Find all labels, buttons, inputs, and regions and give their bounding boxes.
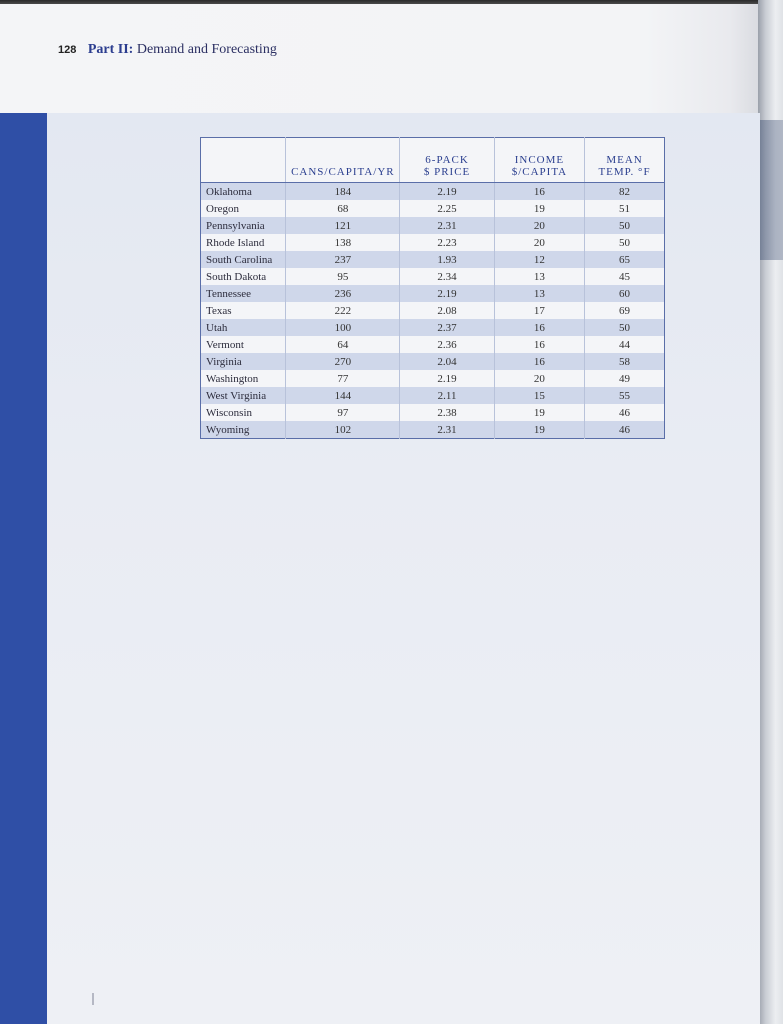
cell-temp: 82 bbox=[585, 183, 665, 201]
column-header-income bbox=[494, 138, 584, 183]
cell-temp: 49 bbox=[585, 370, 665, 387]
column-header-line2: TEMP. °F bbox=[598, 166, 651, 178]
cell-cans: 237 bbox=[286, 251, 400, 268]
table-row bbox=[201, 404, 665, 421]
column-header-temp bbox=[585, 138, 665, 183]
cell-income: 15 bbox=[494, 387, 584, 404]
cell-cans: 102 bbox=[286, 421, 400, 439]
column-header-state bbox=[201, 138, 286, 183]
cell-cans: 138 bbox=[286, 234, 400, 251]
cell-state: South Dakota bbox=[206, 270, 267, 283]
cell-temp: 50 bbox=[585, 217, 665, 234]
table-header-row bbox=[201, 138, 665, 183]
table-row bbox=[201, 200, 665, 217]
cell-state: Wisconsin bbox=[206, 406, 252, 419]
cell-income: 20 bbox=[494, 234, 584, 251]
cell-state: Rhode Island bbox=[206, 236, 265, 249]
cell-temp: 46 bbox=[585, 421, 665, 439]
cell-temp: 46 bbox=[585, 404, 665, 421]
cell-income: 19 bbox=[494, 200, 584, 217]
table-row bbox=[201, 268, 665, 285]
table-row bbox=[201, 353, 665, 370]
cell-price: 2.23 bbox=[400, 234, 495, 251]
table-row bbox=[201, 302, 665, 319]
cell-price: 2.08 bbox=[400, 302, 495, 319]
column-header-line1: MEAN bbox=[606, 154, 643, 166]
cell-price: 2.31 bbox=[400, 217, 495, 234]
table-row bbox=[201, 183, 665, 201]
cell-price: 2.19 bbox=[400, 370, 495, 387]
cell-temp: 55 bbox=[585, 387, 665, 404]
cell-temp: 60 bbox=[585, 285, 665, 302]
page-number: 128 bbox=[58, 44, 77, 56]
part-label: Part II: bbox=[87, 42, 134, 57]
cell-income: 16 bbox=[494, 183, 584, 201]
cell-price: 2.37 bbox=[400, 319, 495, 336]
cell-price: 2.31 bbox=[400, 421, 495, 439]
table-row bbox=[201, 234, 665, 251]
beer-consumption-table bbox=[200, 137, 665, 439]
table-row bbox=[201, 217, 665, 234]
column-header-line2: $ PRICE bbox=[423, 166, 471, 178]
cell-income: 20 bbox=[494, 217, 584, 234]
cell-state: Oregon bbox=[206, 202, 239, 215]
column-header-cans bbox=[286, 138, 400, 183]
column-header-line2: CANS/CAPITA/YR bbox=[291, 166, 395, 178]
cell-temp: 50 bbox=[585, 319, 665, 336]
column-header-line2: $/CAPITA bbox=[511, 166, 568, 178]
cell-income: 20 bbox=[494, 370, 584, 387]
table-row bbox=[201, 387, 665, 404]
cell-price: 1.93 bbox=[400, 251, 495, 268]
cell-state: Utah bbox=[201, 319, 286, 336]
cell-cans: 121 bbox=[286, 217, 400, 234]
cell-cans: 95 bbox=[286, 268, 400, 285]
cell-price: 2.19 bbox=[400, 285, 495, 302]
cell-price: 2.36 bbox=[400, 336, 495, 353]
cell-temp: 65 bbox=[585, 251, 665, 268]
cell-cans: 77 bbox=[286, 370, 400, 387]
cell-cans: 184 bbox=[286, 183, 400, 201]
cell-temp: 45 bbox=[585, 268, 665, 285]
column-header-line1: INCOME bbox=[514, 154, 565, 166]
cell-cans: 270 bbox=[286, 353, 400, 370]
cell-price: 2.04 bbox=[400, 353, 495, 370]
cell-income: 16 bbox=[494, 319, 584, 336]
cell-income: 13 bbox=[494, 285, 584, 302]
table-row bbox=[201, 336, 665, 353]
cell-state: West Virginia bbox=[201, 387, 286, 404]
cell-income: 17 bbox=[494, 302, 584, 319]
table-row bbox=[201, 285, 665, 302]
cell-state: Pennsylvania bbox=[201, 217, 286, 234]
cell-income: 16 bbox=[494, 353, 584, 370]
cell-state: Tennessee bbox=[201, 285, 286, 302]
cell-temp: 51 bbox=[585, 200, 665, 217]
cell-state: Virginia bbox=[201, 353, 286, 370]
cell-income: 12 bbox=[494, 251, 584, 268]
cell-cans: 236 bbox=[286, 285, 400, 302]
cell-price: 2.34 bbox=[400, 268, 495, 285]
table-row bbox=[201, 251, 665, 268]
cell-temp: 69 bbox=[585, 302, 665, 319]
cell-price: 2.19 bbox=[400, 183, 495, 201]
cell-state: Texas bbox=[206, 304, 232, 317]
cell-cans: 144 bbox=[286, 387, 400, 404]
spine-band bbox=[758, 120, 783, 260]
cell-income: 19 bbox=[494, 421, 584, 439]
cell-income: 16 bbox=[494, 336, 584, 353]
running-header bbox=[58, 42, 277, 58]
cell-cans: 68 bbox=[286, 200, 400, 217]
table-row bbox=[201, 421, 665, 439]
cell-state: South Carolina bbox=[201, 251, 286, 268]
accent-bar bbox=[0, 113, 47, 1024]
chapter-title: Demand and Forecasting bbox=[136, 42, 277, 57]
table-body bbox=[201, 183, 665, 439]
cell-price: 2.38 bbox=[400, 404, 495, 421]
cell-cans: 64 bbox=[286, 336, 400, 353]
cell-cans: 222 bbox=[286, 302, 400, 319]
data-table-container bbox=[200, 137, 665, 437]
cell-income: 13 bbox=[494, 268, 584, 285]
cell-temp: 50 bbox=[585, 234, 665, 251]
cell-state: Washington bbox=[206, 372, 259, 385]
column-header-price bbox=[400, 138, 495, 183]
cell-temp: 58 bbox=[585, 353, 665, 370]
cell-income: 19 bbox=[494, 404, 584, 421]
cell-price: 2.11 bbox=[400, 387, 495, 404]
cell-temp: 44 bbox=[585, 336, 665, 353]
cell-state: Oklahoma bbox=[201, 183, 286, 201]
cell-state: Wyoming bbox=[201, 421, 286, 439]
table-row bbox=[201, 319, 665, 336]
table-row bbox=[201, 370, 665, 387]
cell-cans: 100 bbox=[286, 319, 400, 336]
cell-price: 2.25 bbox=[400, 200, 495, 217]
cell-cans: 97 bbox=[286, 404, 400, 421]
scan-mark bbox=[92, 993, 94, 1005]
cell-state: Vermont bbox=[206, 338, 244, 351]
column-header-line1: 6-PACK bbox=[425, 154, 469, 166]
